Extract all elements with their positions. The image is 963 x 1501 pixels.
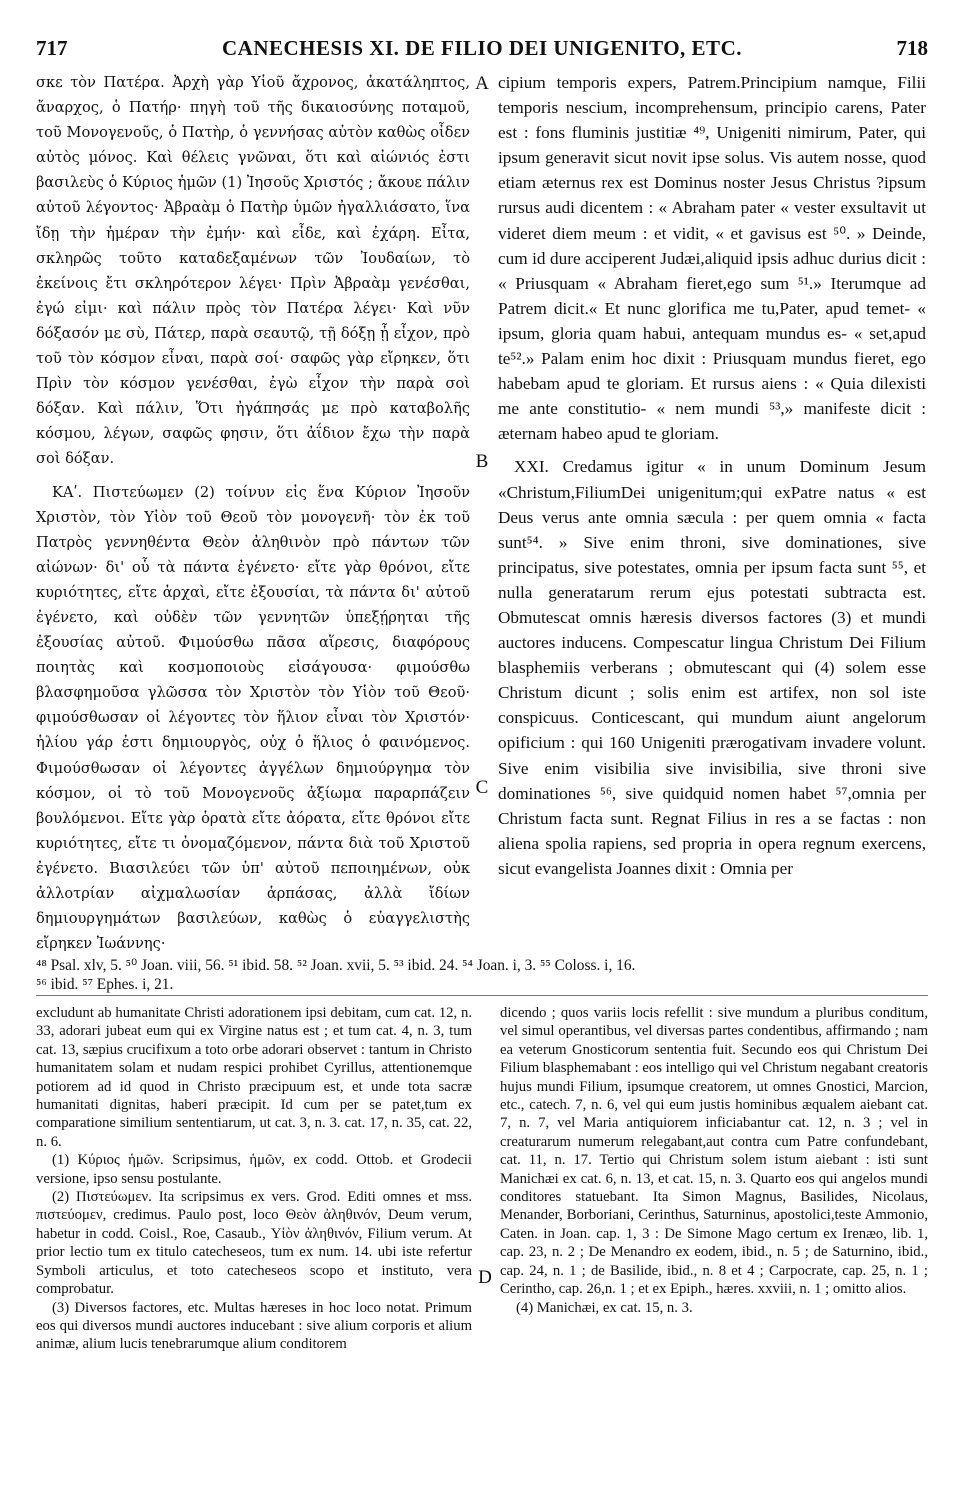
greek-paragraph-1: σκε τὸν Πατέρα. Ἀρχὴ γὰρ Υἱοῦ ἄχρονος, ἀκατάληπτος, ἄναρχος, ὁ Πατήρ· πηγὴ τοῦ τῆς δικαιοσύνης ποταμοῦ, τοῦ Μονογενοῦς, ὁ Πατὴρ, ὁ γεννήσας αὐτὸν καθὼς οἶδεν αὐτὸς μόνος. Καὶ θέλεις γνῶναι, ὅτι καὶ αἰώνιός ἐστι βασιλεὺς ὁ Κύριος ἡμῶν (1) Ἰησοῦς Χριστός ; ἄκουε πάλιν αὐτοῦ λέγοντος· Ἀβραὰμ ὁ Πατὴρ ὑμῶν ἠγαλλιάσατο, ἵνα ἴδῃ τὴν ἡμέραν τὴν ἐμήν· καὶ εἶδε, καὶ ἐχάρη. Εἶτα, σκληρῶς τοῦτο καταδεξαμένων τῶν Ἰουδαίων, τὸ ἐκείνοις ἔτι σκληρότερον λέγει· Πρὶν Ἀβραὰμ γενέσθαι, ἐγώ εἰμι· καὶ πάλιν πρὸς τὸν Πατέρα λέγει· Καὶ νῦν δόξασόν με σὺ, Πάτερ, παρὰ σεαυτῷ, τῇ δόξῃ ᾗ εἶχον, πρὸ τοῦ τὸν κόσμον εἶναι, παρὰ σοί· σαφῶς γὰρ εἴρηκεν, ὅτι Πρὶν τὸν κόσμον γενέσθαι, ἐγὼ εἶχον τὴν παρὰ σοὶ δόξαν. Καὶ πάλιν, Ὅτι ἠγάπησάς με πρὸ καταβολῆς κόσμου, λέγων, σαφῶς φησιν, ὅτι ἀΐδιον ἔχω τὴν παρὰ σοὶ δόξαν. (36, 74, 470, 468)
note-right-2: (4) Manichæi, ex cat. 15, n. 3. (516, 1299, 693, 1316)
margin-letter-b: B (475, 451, 489, 472)
page-number-left: 717 (36, 36, 68, 60)
note-left-1: excludunt ab humanitate Christi adorationem ipsi debitam, cum cat. 12, n. 33, adorari jubeat eum qui ex Virgine natus est ; et tum cat. 4, n. 3, tum cat. 13, sæpius crucifixum a toto orbe adorari observet : tantum in Christo humanitatem solam et nudam respici prohibet Cyrillus, attentionemque potiorem ad id quod in Christo præcipuum est, et unde tota sacræ humanitati dignitas, haberi præcipit. Id cum per se patet,tum ex comparatione similium sententiarum, ut cat. 3, n. 3. cat. 17, n. 35, cat. 22, n. 6. (36, 1005, 472, 1150)
margin-letter-c: C (475, 777, 489, 798)
running-header (36, 36, 928, 62)
notes-left-column (36, 1004, 472, 1354)
latin-paragraph-1: cipium temporis expers, Patrem.Principium namque, Filii temporis nescium, incomprehensum, principio carens, Pater est : fons fluminis justitiæ ⁴⁹, Unigeniti nimirum, Pater, qui ipsum generavit sicut novit ipse solus. Vis autem nosse, quod etiam æternus rex est Dominus noster Jesus Christus ?ipsum rursus audi dicentem : « Abraham pater « vester exsultavit ut videret diem meum : et vidit, « et gavisus est ⁵⁰. » Deinde, cum id dure acciperent Judæi,aliquid ipsis adhuc durius dicit : « Priusquam « Abraham fieret,ego sum ⁵¹.» Iterumque ad Patrem dicit.« Et nunc glorifica me tu,Pater, apud temet- « ipsum, gloria quam habui, antequam mundus es- « set,apud te⁵².» Palam enim hoc dixit : Priusquam mundus fieret, ego habebam apud te gloriam. Et rursus aiens : « Quia dilexisti me ante constitutio- « nem mundi ⁵³,» manifeste dicit : æternam habeo apud te gloriam. (498, 73, 926, 444)
footnote-line-1: ⁴⁸ Psal. xlv, 5. ⁵⁰ Joan. viii, 56. ⁵¹ ibid. 58. ⁵² Joan. xvii, 5. ⁵³ ibid. 24. ⁵⁴ Joan. i, 3. ⁵⁵ Coloss. i, 16. (36, 957, 636, 974)
footnote-divider (36, 995, 928, 996)
note-left-3: (2) Πιστεύωμεν. Ita scripsimus ex vers. Grod. Editi omnes et mss. πιστεύομεν, credimus. Paulo post, loco Θεὸν ἀληθινόν, Deum verum, habetur in codd. Coisl., Roe, Casaub., Υἱὸν ἀληθινόν, Filium verum. At prior lectio tum ex titulo catecheseos, tum ex num. 14. ubi iste refertur Symboli articulus, et toto catecheseos scopo et instituto, vera comprobatur. (36, 1189, 472, 1298)
note-right-1: dicendo ; quos variis locis refellit : sive mundum a pluribus conditum, vel simul operantibus, vel diversas partes condentibus, affirmando ; nam ea veterum Gnosticorum sententia fuit. Secundo eos qui Christum Dei Filium blasphemabant : eos intelligo qui vel Christum negabant creatoris hujus mundi Filium, ipsumque creatorem, ut omnes Gnostici, Marcion, etc., catech. 7, n. 6, vel qui eum justis hominibus æqualem aiebant cat. 7, n. 7, vel Maria antiquiorem inficiabantur cat. 12, n. 3 ; vel in creaturarum numerum relegabant,aut contra cum Patre confundebant, cat. 11, n. 17. Tertio qui Christum solem istum aiebant : isti sunt Manichæi ex cat. 6, n. 13, et cat. 15, n. 3. Quarto eos qui angelos mundi conditores statuebant. Ita Simon Magnus, Basilides, Nicolaus, Menander, Borboriani, Cerinthus, Saturninus, apostolici,teste Ammonio, Caten. in Joan. cap. 1, 3 : De Simone Mago certum ex Irenæo, lib. 1, cap. 23, n. 2 ; De Menandro ex eodem, ibid., n. 5 ; de Saturnino, ibid., cap. 24, n. 1 ; de Basilide, ibid., n. 8 et 4 ; Carpocrate, cap. 25, n. 1 ; Cerintho, cap. 26,n. 1 ; et ex Epiph., hæres. xxviii, n. 1 ; omitto alios. (500, 1005, 928, 1298)
latin-paragraph-2: XXI. Credamus igitur « in unum Dominum Jesum «Christum,FiliumDei unigenitum;qui exPatre natus « est Deus verus ante omnia sæcula : per quem omnia « facta sunt⁵⁴. » Sive enim throni, sive dominationes, sive principatus, sive potestates, omnia per ipsum facta sunt ⁵⁵, et nulla generatarum rerum ejus potestati subtracta est. Obmutescat omnis hæresis diversos factores (3) et mundi auctores inducens. Compescatur lingua Christum Dei Filium blasphemiis verberans ; obmutescant qui (4) solem esse Christum dicunt ; solis enim est artifex, non sol iste conspicuus. Conticescant, qui mundum aiunt angelorum opificium : qui 160 Unigeniti prærogativam invadere volunt. Sive enim visibilia sive invisibilia, sive throni sive dominationes ⁵⁶, sive quidquid nomen habet ⁵⁷,omnia per Christum facta sunt. Regnat Filius in res a se factas : non aliena spolia rapiens, sed propria in opera regnum exercens, sicut evangelista Joannes dixit : Omnia per (498, 457, 926, 878)
scripture-footnotes (36, 956, 928, 994)
footnote-line-2: ⁵⁶ ibid. ⁵⁷ Ephes. i, 21. (36, 976, 174, 993)
greek-paragraph-2: ΚΑʹ. Πιστεύωμεν (2) τοίνυν εἰς ἕνα Κύριον Ἰησοῦν Χριστὸν, τὸν Υἱὸν τοῦ Θεοῦ τὸν μονογενῆ· τὸν ἐκ τοῦ Πατρὸς γεννηθέντα Θεὸν ἀληθινὸν πρὸ πάντων τῶν αἰώνων· δι' οὗ τὰ πάντα ἐγένετο· εἴτε γὰρ θρόνοι, εἴτε κυριότητες, εἴτε ἀρχαὶ, εἴτε ἐξουσίαι, τὰ πάντα δι' αὐτοῦ ἐγένετο, καὶ οὐδὲν τῶν γεννητῶν ὑπεξῄρηται τῆς ἐξουσίας αὐτοῦ. Φιμούσθω πᾶσα αἵρεσις, διαφόρους ποιητὰς καὶ κοσμοποιοὺς εἰσάγουσα· φιμούσθω βλασφημοῦσα γλῶσσα τὸν Χριστὸν τὸν Υἱὸν τοῦ Θεοῦ· φιμούσθωσαν οἱ λέγοντες τὸν ἥλιον εἶναι τὸν Χριστόν· ἡλίου γάρ ἐστι δημιουργὸς, οὐχ ὁ ἥλιος ὁ φαινόμενος. Φιμούσθωσαν οἱ λέγοντες ἀγγέλων δημιούργημα τὸν κόσμον, οἱ τὸ τοῦ Μονογενοῦς ἀξίωμα παραρπάζειν βουλόμενοι. Εἴτε γὰρ ὁρατὰ εἴτε ἀόρατα, εἴτε θρόνοι εἴτε κυριότητες, εἴτε τι ὀνομαζόμενον, πάντα διὰ τοῦ Χριστοῦ ἐγένετο. Βιασιλεύει τῶν ὑπ' αὐτοῦ πεποιημένων, οὐκ ἀλλοτρίαν αἰχμαλωσίαν ἁρπάσας, ἀλλὰ ἴδίων δημιουργημάτων βασιλεύων, καθὼς ὁ εὐαγγελιστὴς εἴρηκεν Ἰωάννης· (36, 483, 470, 953)
note-left-4: (3) Diversos factores, etc. Multas hæreses in hoc loco notat. Primum eos qui diversos mundi auctores inducebant : sive alium corporis et alium animæ, alium lucis tenebrarumque alium conditorem (36, 1299, 472, 1353)
notes-right-column (500, 1004, 928, 1317)
note-left-2: (1) Κύριος ἡμῶν. Scripsimus, ἡμῶν, ex codd. Ottob. et Grodecii versione, ipso sensu postulante. (36, 1152, 472, 1187)
margin-letter-d: D (478, 1267, 492, 1288)
page-number-right: 718 (896, 36, 928, 60)
latin-column (498, 70, 926, 881)
margin-letter-a: A (475, 73, 489, 94)
greek-column (36, 70, 470, 956)
running-title: CANECHESIS XI. DE FILIO DEI UNIGENITO, ETC. (222, 36, 742, 60)
